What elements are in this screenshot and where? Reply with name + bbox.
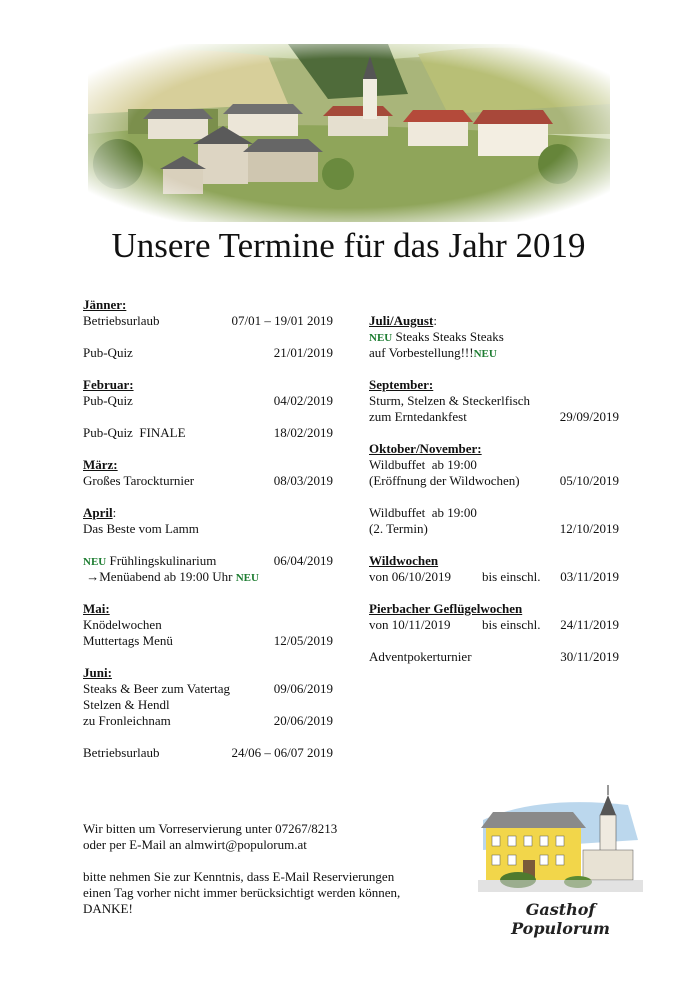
event-row: Wildbuffet ab 19:00	[369, 457, 477, 472]
new-badge: NEU	[369, 332, 393, 344]
event-row: Steaks & Beer zum Vatertag 09/06/2019	[83, 681, 333, 696]
event-row: Muttertags Menü 12/05/2019	[83, 633, 333, 648]
month-heading: März:	[83, 457, 118, 472]
footer-line: oder per E-Mail an almwirt@populorum.at	[83, 837, 307, 852]
event-row: (Eröffnung der Wildwochen) 05/10/2019	[369, 473, 619, 488]
event-row: Wildbuffet ab 19:00	[369, 505, 477, 520]
event-row: Adventpokerturnier 30/11/2019	[369, 649, 619, 664]
event-row: Betriebsurlaub 07/01 – 19/01 2019	[83, 313, 333, 328]
month-heading: September:	[369, 377, 434, 392]
event-row: Sturm, Stelzen & Steckerlfisch	[369, 393, 531, 408]
footer-line: einen Tag vorher nicht immer berücksichtigt werden können,	[83, 885, 401, 900]
footer-line: bitte nehmen Sie zur Kenntnis, dass E-Mail Reservierungen	[83, 869, 395, 884]
event-row: zu Fronleichnam 20/06/2019	[83, 713, 333, 728]
event-row: Knödelwochen	[83, 617, 162, 632]
new-badge: NEU	[473, 348, 497, 360]
event-row: Betriebsurlaub 24/06 – 06/07 2019	[83, 745, 333, 760]
footer-line: Wir bitten um Vorreservierung unter 07267/8213	[83, 821, 338, 836]
month-heading: Februar:	[83, 377, 134, 392]
month-heading: Jänner:	[83, 297, 127, 312]
logo-wordmark: Gasthof Populorum	[511, 900, 610, 938]
month-heading: April:	[83, 505, 117, 520]
month-heading: Mai:	[83, 601, 110, 616]
event-row: auf Vorbestellung!!!NEU	[369, 345, 497, 360]
event-row: von 06/10/2019 bis einschl. 03/11/2019	[369, 569, 619, 584]
month-heading: Juli/August:	[369, 313, 437, 328]
month-heading: Oktober/November:	[369, 441, 482, 456]
event-row: (2. Termin) 12/10/2019	[369, 521, 619, 536]
events-right-column	[369, 313, 619, 665]
event-row: Pub-Quiz 21/01/2019	[83, 345, 333, 360]
page-title: Unsere Termine für das Jahr 2019	[111, 226, 586, 265]
event-row: NEU Steaks Steaks Steaks	[369, 329, 504, 344]
new-badge: NEU	[235, 572, 259, 584]
footer-line: DANKE!	[83, 901, 133, 916]
event-row: Pub-Quiz 04/02/2019	[83, 393, 333, 408]
event-row: von 10/11/2019 bis einschl. 24/11/2019	[369, 617, 619, 632]
event-row: Großes Tarockturnier 08/03/2019	[83, 473, 333, 488]
event-row: NEU Frühlingskulinarium 06/04/2019	[83, 553, 333, 568]
new-badge: NEU	[83, 556, 107, 568]
events-left-column	[83, 297, 333, 761]
village-illustration	[88, 44, 610, 222]
event-row: Pub-Quiz FINALE 18/02/2019	[83, 425, 333, 440]
month-heading: Wildwochen	[369, 553, 439, 568]
event-row: Das Beste vom Lamm	[83, 521, 199, 536]
month-heading: Juni:	[83, 665, 112, 680]
event-row: zum Erntedankfest 29/09/2019	[369, 409, 619, 424]
event-row: Stelzen & Hendl	[83, 697, 170, 712]
reservation-note	[83, 821, 473, 917]
month-heading: Pierbacher Geflügelwochen	[369, 601, 523, 616]
event-row: →Menüabend ab 19:00 Uhr NEU	[83, 569, 259, 584]
